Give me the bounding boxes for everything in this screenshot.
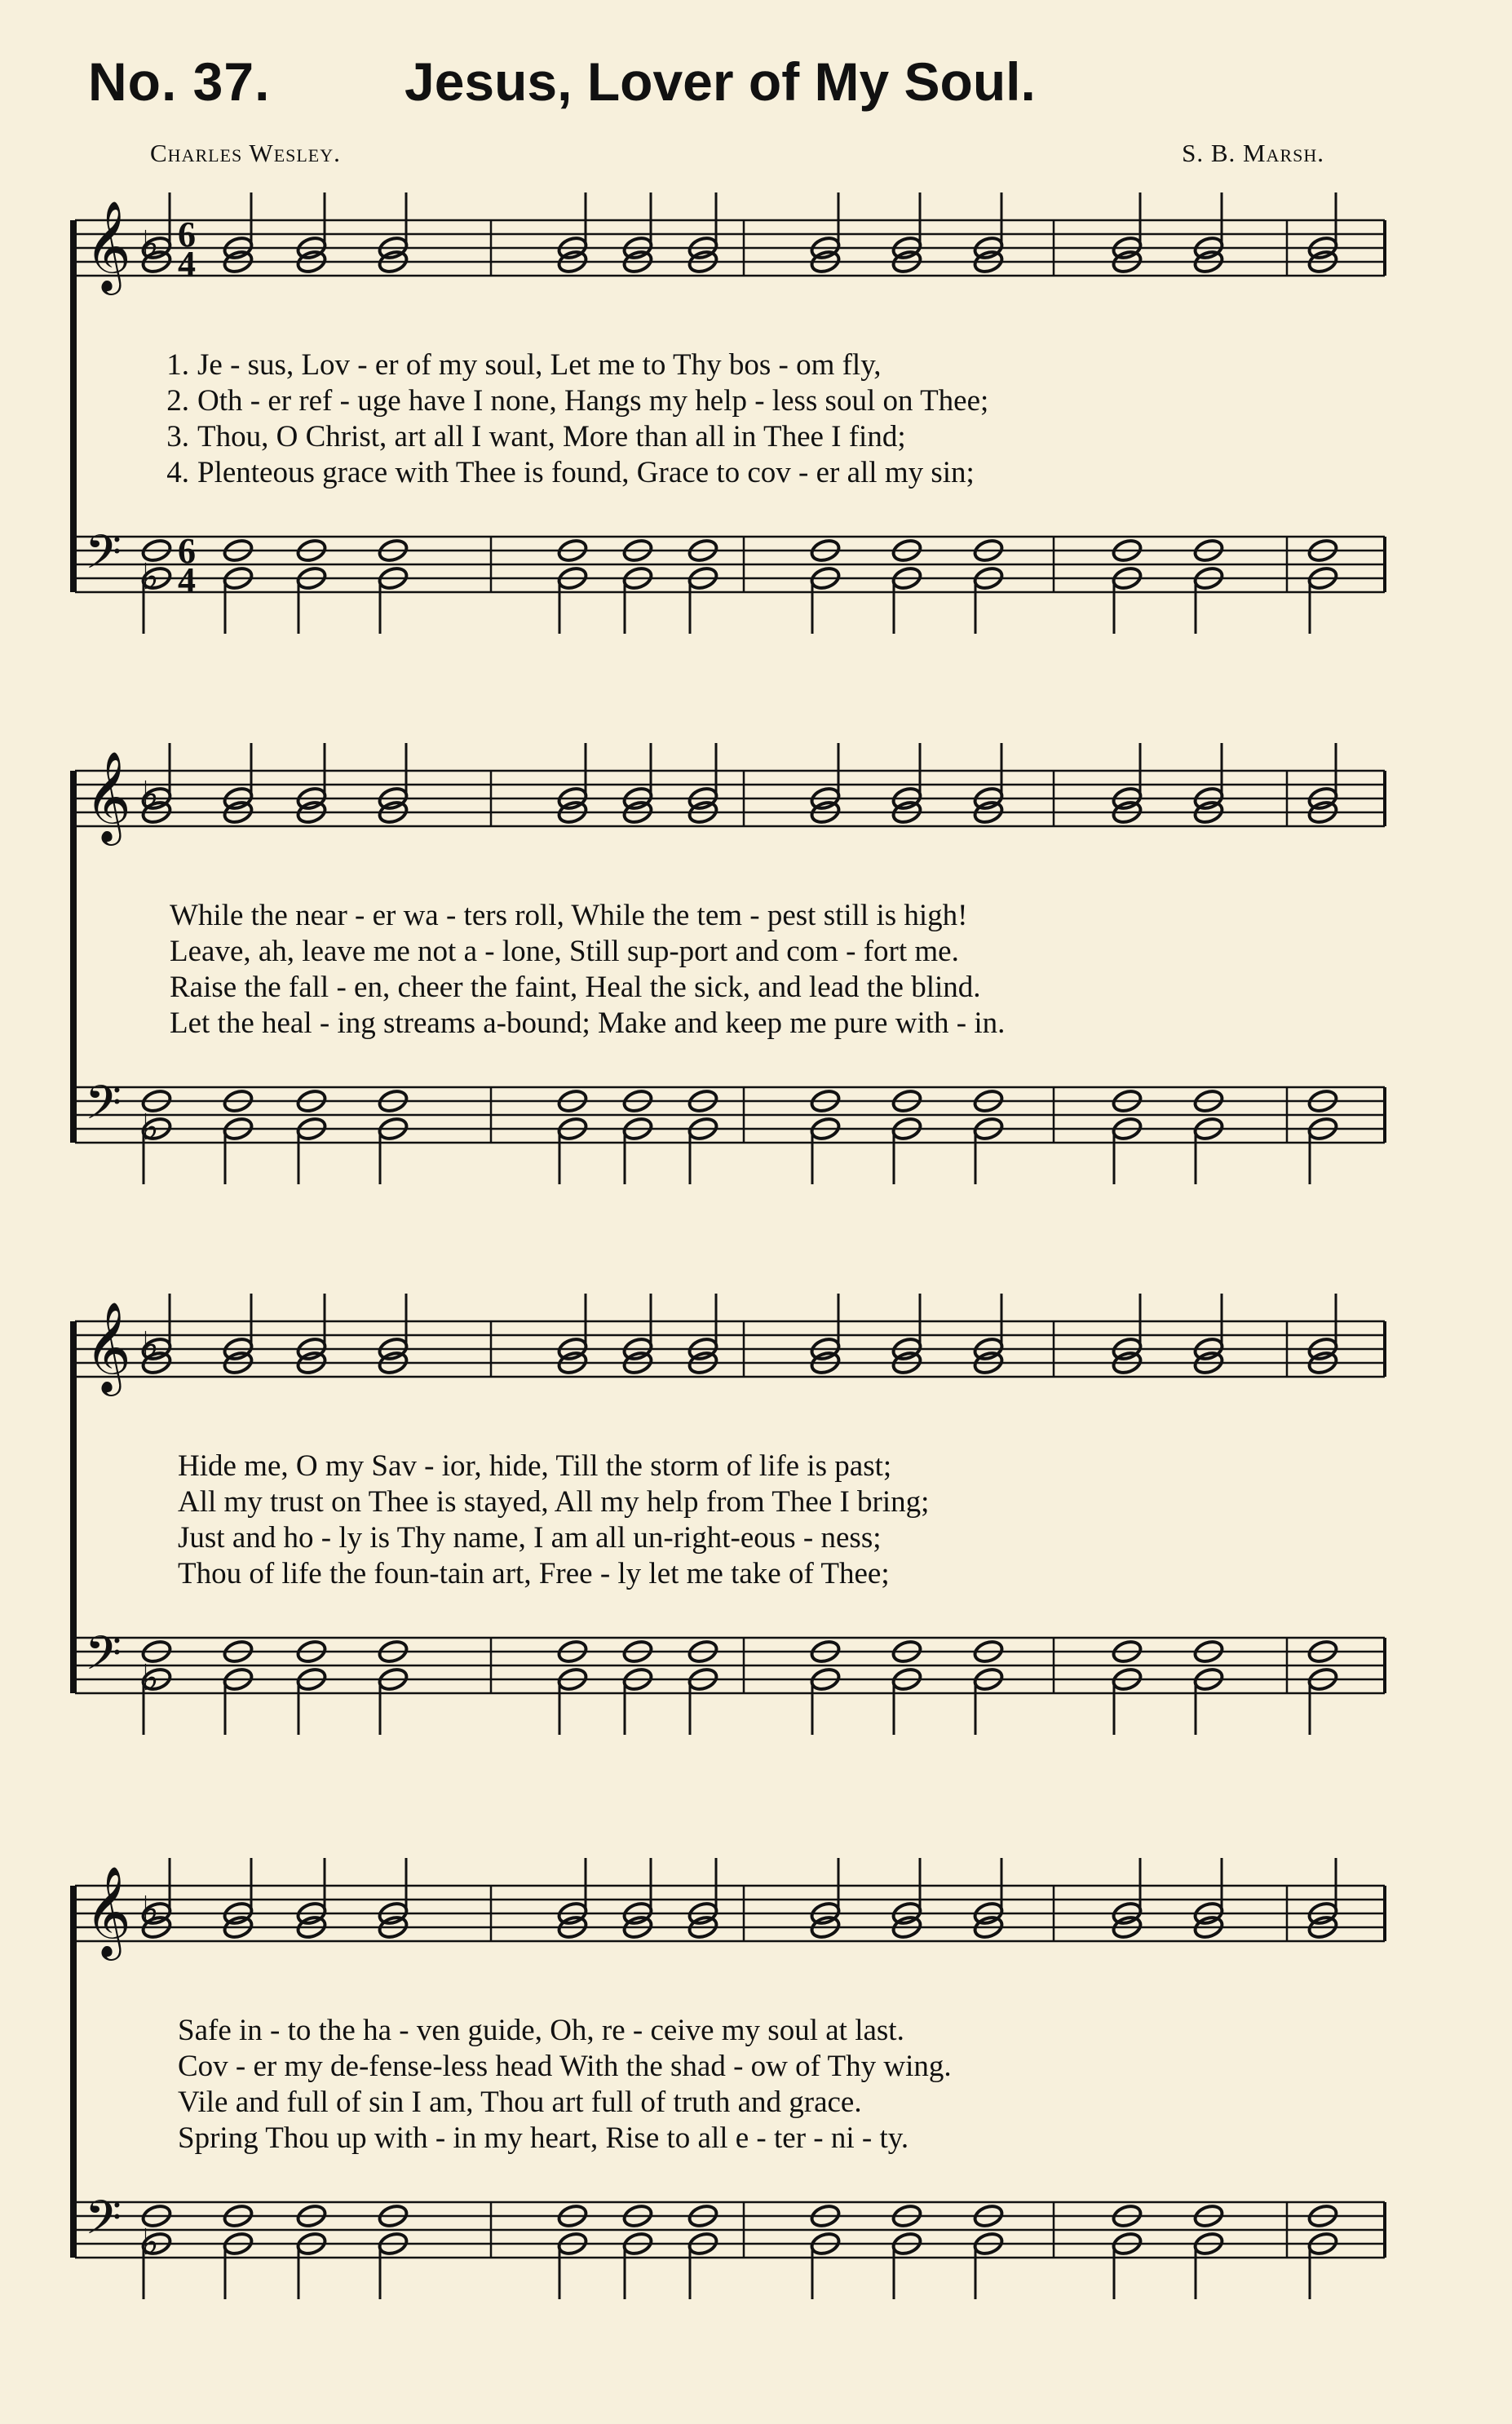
flat-icon: ♭	[142, 1889, 159, 1931]
lyricist-credit: Charles Wesley.	[150, 139, 341, 167]
verse-line	[67, 1006, 1388, 1042]
verse-line	[67, 1520, 1388, 1556]
flat-icon: ♭	[142, 556, 159, 598]
hymn-header	[88, 51, 1426, 116]
music-system-3	[67, 1289, 1388, 1778]
verse-text: Thou of life the foun-tain art, Free - ly let me take of Thee;	[178, 1557, 890, 1590]
verse-line	[67, 347, 1388, 383]
flat-icon: ♭	[142, 1325, 159, 1366]
verse-line	[67, 2049, 1388, 2085]
verse-number: 4.	[166, 456, 189, 489]
verse-text: Cov - er my de-fense-less head With the shad - ow of Thy wing.	[178, 2050, 952, 2083]
verse-text: Thou, O Christ, art all I want, More than all in Thee I find;	[197, 420, 906, 453]
treble-clef-icon: 𝄞	[85, 1301, 131, 1392]
music-system-4	[67, 1853, 1388, 2342]
verse-text: Vile and full of sin I am, Thou art full of truth and grace.	[178, 2086, 862, 2119]
bass-clef-icon: 𝄢	[85, 1626, 122, 1692]
hymn-title: Jesus, Lover of My Soul.	[405, 51, 1036, 112]
treble-clef-icon: 𝄞	[85, 200, 131, 291]
time-signature-bottom: 4	[178, 244, 196, 284]
bass-clef-icon: 𝄢	[85, 524, 122, 591]
verse-text: Let the heal - ing streams a-bound; Make and keep me pure with - in.	[170, 1006, 1006, 1040]
flat-icon: ♭	[142, 1657, 159, 1699]
verse-line	[67, 1484, 1388, 1520]
verse-line	[67, 1556, 1388, 1592]
treble-clef-icon: 𝄞	[85, 750, 131, 842]
verse-text: While the near - er wa - ters roll, While the tem - pest still is high!	[170, 899, 968, 932]
time-signature-top: 6	[178, 531, 196, 571]
bass-clef-icon: 𝄢	[85, 1075, 122, 1142]
verse-number: 3.	[166, 420, 189, 453]
verse-text: All my trust on Thee is stayed, All my help from Thee I bring;	[178, 1485, 930, 1519]
verse-text: Spring Thou up with - in my heart, Rise to all e - ter - ni - ty.	[178, 2121, 909, 2155]
verse-text: Raise the fall - en, cheer the faint, Heal the sick, and lead the blind.	[170, 971, 981, 1004]
verse-line	[67, 970, 1388, 1006]
composer-credit: S. B. Marsh.	[1182, 139, 1324, 167]
verse-text: Je - sus, Lov - er of my soul, Let me to Thy bos - om fly,	[197, 348, 882, 382]
flat-icon: ♭	[142, 223, 159, 265]
verse-line	[67, 934, 1388, 970]
verse-line	[67, 419, 1388, 455]
treble-clef-icon: 𝄞	[85, 1865, 131, 1957]
verse-text: Hide me, O my Sav - ior, hide, Till the storm of life is past;	[178, 1449, 892, 1483]
verse-text: Leave, ah, leave me not a - lone, Still sup-port and com - fort me.	[170, 935, 959, 968]
verse-line	[67, 383, 1388, 419]
hymn-number: No. 37.	[88, 51, 271, 112]
flat-icon: ♭	[142, 774, 159, 816]
verse-line	[67, 2013, 1388, 2049]
time-signature-top: 6	[178, 215, 196, 254]
verse-text: Oth - er ref - uge have I none, Hangs my help - less soul on Thee;	[197, 384, 989, 418]
time-signature-bottom: 4	[178, 560, 196, 600]
verse-text: Safe in - to the ha - ven guide, Oh, re - ceive my soul at last.	[178, 2014, 904, 2047]
verse-line	[67, 2085, 1388, 2121]
music-system-2	[67, 738, 1388, 1227]
verse-line	[67, 2121, 1388, 2156]
flat-icon: ♭	[142, 1107, 159, 1148]
verse-line	[67, 898, 1388, 934]
music-system-1	[67, 188, 1388, 677]
verse-number: 1.	[166, 348, 189, 382]
bass-clef-icon: 𝄢	[85, 2190, 122, 2257]
verse-number: 2.	[166, 384, 189, 418]
verse-line	[67, 1449, 1388, 1484]
verse-text: Just and ho - ly is Thy name, I am all un-right-eous - ness;	[178, 1521, 882, 1555]
verse-text: Plenteous grace with Thee is found, Grace to cov - er all my sin;	[197, 456, 975, 489]
verse-line	[67, 455, 1388, 491]
flat-icon: ♭	[142, 2222, 159, 2263]
